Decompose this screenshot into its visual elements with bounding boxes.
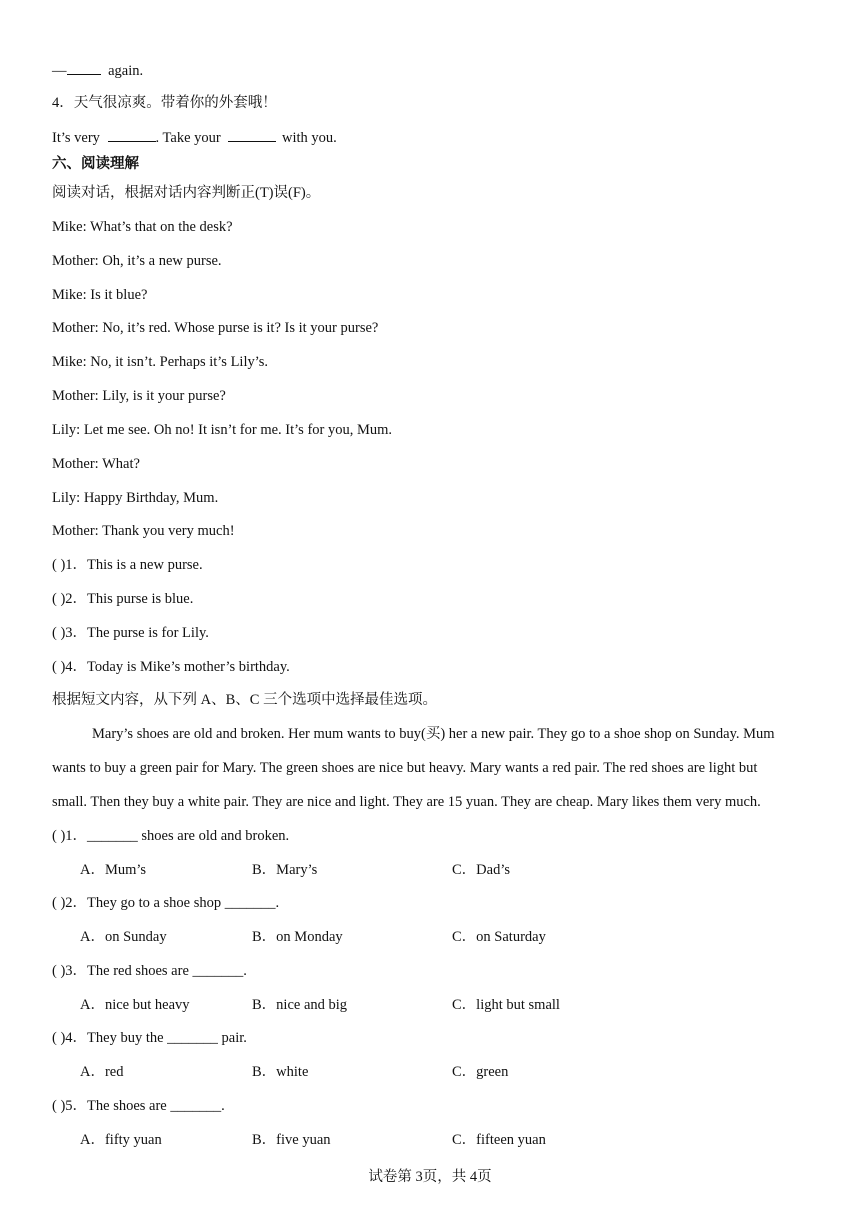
section-heading: 六、阅读理解 xyxy=(52,156,139,172)
option-a: A．Mum’s xyxy=(80,862,147,878)
option-c: C．light but small xyxy=(452,997,560,1013)
q4-text-c: with you. xyxy=(281,130,337,146)
passage xyxy=(52,725,812,815)
dialogue-line: Mike: Is it blue? xyxy=(52,287,148,303)
dialogue-line: Mother: Thank you very much! xyxy=(52,523,235,539)
tf-question: ( )3．The purse is for Lily. xyxy=(52,625,209,641)
option-c: C．green xyxy=(452,1064,509,1080)
dialogue-line: Mother: Oh, it’s a new purse. xyxy=(52,253,222,269)
mc-question: ( )1．_______ shoes are old and broken. xyxy=(52,828,290,844)
dialogue-line: Mother: No, it’s red. Whose purse is it? Is it your purse? xyxy=(52,320,379,336)
passage-line: wants to buy a green pair for Mary. The green shoes are nice but heavy. Mary wants a red pair. The red shoes are light but xyxy=(52,760,758,776)
answer-blank xyxy=(67,61,101,75)
part2-instruction: 根据短文内容，从下列 A、B、C 三个选项中选择最佳选项。 xyxy=(52,692,438,708)
dialogue-line: Mike: No, it isn’t. Perhaps it’s Lily’s. xyxy=(52,354,269,370)
option-a: A．on Sunday xyxy=(80,929,167,945)
answer-blank xyxy=(228,128,276,142)
mc-question: ( )5．The shoes are _______. xyxy=(52,1098,225,1114)
dash: — xyxy=(52,63,67,79)
answer-blank xyxy=(108,128,156,142)
tf-question: ( )2．This purse is blue. xyxy=(52,591,194,607)
mc-question: ( )3．The red shoes are _______. xyxy=(52,963,247,979)
dialogue-line: Mother: What? xyxy=(52,456,140,472)
q4-chinese: 4．天气很凉爽。带着你的外套哦！ xyxy=(52,95,277,111)
dialogue-line: Mother: Lily, is it your purse? xyxy=(52,388,226,404)
option-b: B．on Monday xyxy=(252,929,343,945)
option-b: B．white xyxy=(252,1064,309,1080)
q4-text-b: . Take your xyxy=(155,130,221,146)
prev-answer-line xyxy=(52,61,143,80)
option-b: B．five yuan xyxy=(252,1132,331,1148)
q4-english xyxy=(52,128,337,147)
dialogue-line: Lily: Happy Birthday, Mum. xyxy=(52,490,219,506)
prev-answer-text: again. xyxy=(108,63,144,79)
part1-instruction: 阅读对话，根据对话内容判断正(T)误(F)。 xyxy=(52,185,321,201)
option-a: A．red xyxy=(80,1064,124,1080)
option-c: C．fifteen yuan xyxy=(452,1132,546,1148)
option-a: A．fifty yuan xyxy=(80,1132,162,1148)
passage-line: small. Then they buy a white pair. They are nice and light. They are 15 yuan. They are cheap. Mary likes them very much. xyxy=(52,794,761,810)
page-footer: 试卷第 3页，共 4页 xyxy=(368,1169,492,1185)
option-b: B．Mary’s xyxy=(252,862,318,878)
dialogue-line: Mike: What’s that on the desk? xyxy=(52,219,233,235)
option-c: C．Dad’s xyxy=(452,862,510,878)
dialogue-line: Lily: Let me see. Oh no! It isn’t for me. It’s for you, Mum. xyxy=(52,422,393,438)
mc-question: ( )2．They go to a shoe shop _______. xyxy=(52,895,280,911)
option-a: A．nice but heavy xyxy=(80,997,190,1013)
option-c: C．on Saturday xyxy=(452,929,546,945)
passage-line: Mary’s shoes are old and broken. Her mum wants to buy(买) her a new pair. They go to a shoe shop on Sunday. Mum xyxy=(92,726,775,742)
option-b: B．nice and big xyxy=(252,997,348,1013)
mc-question: ( )4．They buy the _______ pair. xyxy=(52,1030,247,1046)
tf-question: ( )4．Today is Mike’s mother’s birthday. xyxy=(52,659,290,675)
q4-text-a: It’s very xyxy=(52,130,100,146)
tf-question: ( )1．This is a new purse. xyxy=(52,557,203,573)
